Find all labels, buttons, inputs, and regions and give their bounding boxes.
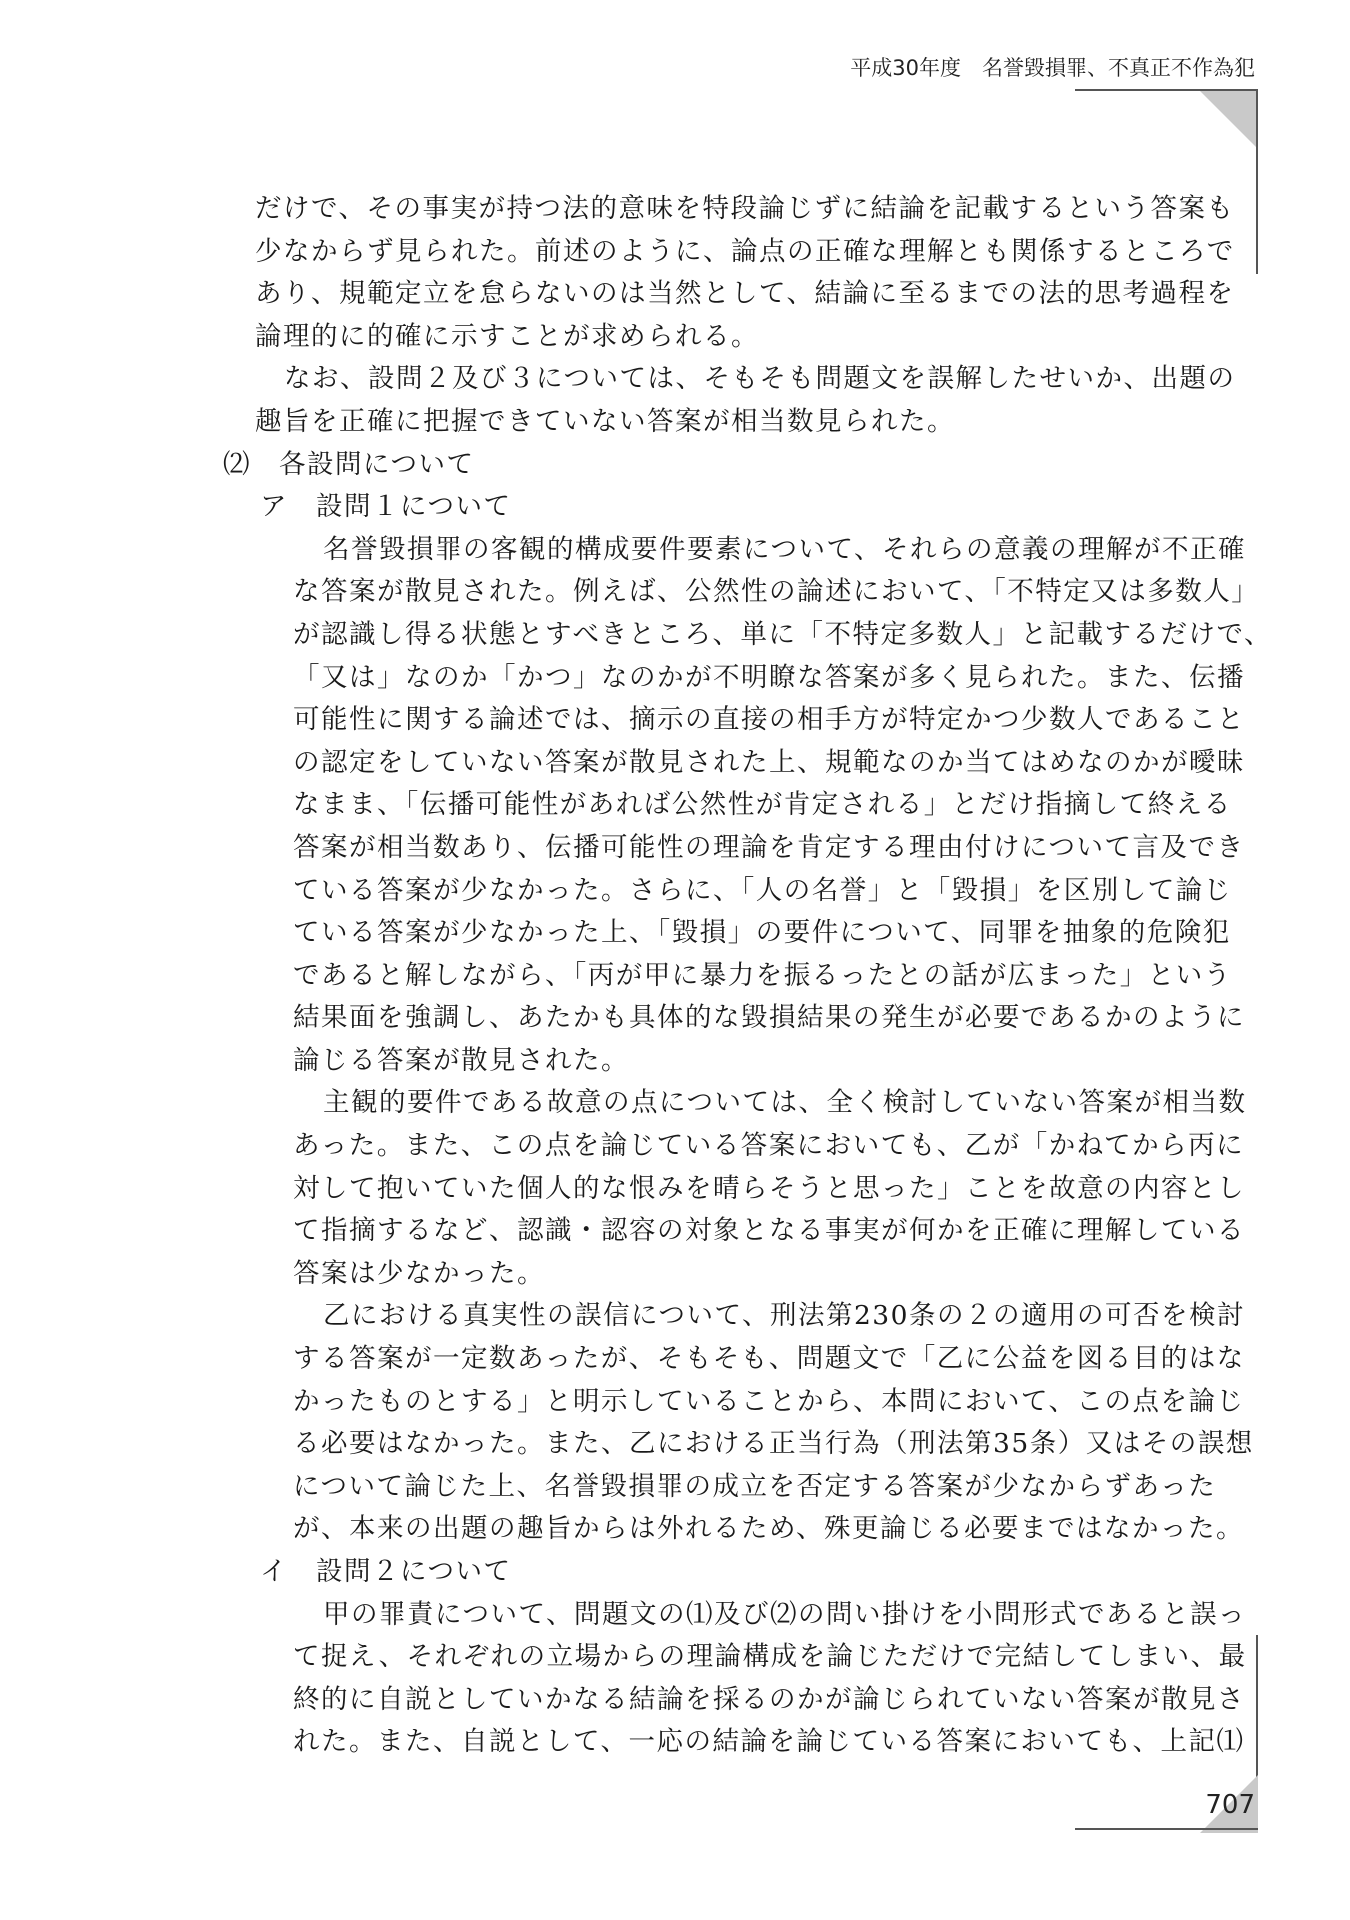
text-line: る必要はなかった。また、乙における正当行為（刑法第35条）又はその誤想 (293, 1428, 1254, 1460)
text-line: だけで、その事実が持つ法的意味を特段論じずに結論を記載するという答案も (255, 193, 1235, 224)
text-line: 趣旨を正確に把握できていない答案が相当数見られた。 (255, 405, 955, 437)
subsection-a-paragraph-1 (255, 529, 1272, 1083)
text-line: れた。また、自説として、一応の結論を論じている答案においても、上記⑴ (293, 1726, 1245, 1758)
text-line: なまま、「伝播可能性があれば公然性が肯定される」とだけ指摘して終える (293, 789, 1232, 821)
intro-paragraph-1 (255, 188, 1235, 358)
text-line: あった。また、この点を論じている答案においても、乙が「かねてから丙に (293, 1130, 1245, 1162)
text-line: 甲の罪責について、問題文の⑴及び⑵の問い掛けを小問形式であると誤っ (323, 1598, 1246, 1630)
text-line: 「又は」なのか「かつ」なのかが不明瞭な答案が多く見られた。また、伝播 (293, 661, 1245, 693)
intro-paragraph-2 (255, 358, 1235, 443)
text-line: て捉え、それぞれの立場からの理論構成を論じただけで完結してしまい、最 (293, 1641, 1247, 1673)
subsection-heading-b: イ 設問２について (260, 1556, 512, 1587)
text-line: な答案が散見された。例えば、公然性の論述において、「不特定又は多数人」 (293, 576, 1260, 608)
subsection-heading-a: ア 設問１について (260, 491, 512, 523)
margin-rule-top (1256, 89, 1258, 274)
text-line: 主観的要件である故意の点については、全く検討していない答案が相当数 (323, 1087, 1247, 1119)
text-line: が、本来の出題の趣旨からは外れるため、殊更論じる必要まではなかった。 (293, 1513, 1244, 1545)
page-corner-top (1200, 91, 1258, 149)
text-line: あり、規範定立を怠らないのは当然として、結論に至るまでの法的思考過程を (255, 278, 1235, 310)
text-line: 乙における真実性の誤信について、刑法第230条の２の適用の可否を検討 (323, 1300, 1246, 1332)
text-line: 可能性に関する論述では、摘示の直接の相手方が特定かつ少数人であること (293, 704, 1245, 736)
text-line: なお、設問２及び３については、そもそも問題文を誤解したせいか、出題の (284, 363, 1236, 395)
text-line: 終的に自説としていかなる結論を採るのかが論じられていない答案が散見さ (293, 1683, 1245, 1715)
text-line: 少なからず見られた。前述のように、論点の正確な理解とも関係するところで (255, 235, 1235, 267)
text-line: 結果面を強調し、あたかも具体的な毀損結果の発生が必要であるかのように (293, 1002, 1245, 1034)
text-line: 論じる答案が散見された。 (293, 1044, 629, 1076)
text-line: 論理的に的確に示すことが求められる。 (255, 320, 759, 352)
running-header: 平成30年度 名誉毀損罪、不真正不作為犯 (850, 56, 1255, 80)
text-line: 答案は少なかった。 (293, 1257, 545, 1289)
text-line: かったものとする」と明示していることから、本問において、この点を論じ (293, 1385, 1245, 1417)
text-line: する答案が一定数あったが、そもそも、問題文で「乙に公益を図る目的はな (293, 1343, 1245, 1375)
text-line: であると解しながら、「丙が甲に暴力を振るったとの話が広まった」という (293, 959, 1232, 991)
page-number: 707 (1205, 1790, 1255, 1820)
subsection-a-paragraph-2 (255, 1082, 1247, 1295)
page-body (223, 188, 1272, 1764)
text-line: について論じた上、名誉毀損罪の成立を否定する答案が少なからずあった (293, 1470, 1217, 1502)
text-line: 答案が相当数あり、伝播可能性の理論を肯定する理由付けについて言及でき (293, 831, 1245, 863)
subsection-a-paragraph-3 (255, 1295, 1254, 1551)
text-line: が認識し得る状態とすべきところ、単に「不特定多数人」と記載するだけで、 (293, 618, 1272, 650)
text-line: 対して抱いていた個人的な恨みを晴らそうと思った」ことを故意の内容とし (293, 1172, 1245, 1204)
subsection-b-paragraph-1 (255, 1594, 1247, 1764)
text-line: て指摘するなど、認識・認容の対象となる事実が何かを正確に理解している (293, 1215, 1245, 1247)
footer-rule (1075, 1828, 1258, 1830)
text-line: の認定をしていない答案が散見された上、規範なのか当てはめなのかが曖昧 (293, 746, 1245, 778)
text-line: ている答案が少なかった上、「毀損」の要件について、同罪を抽象的危険犯 (293, 917, 1231, 949)
section-heading-2: ⑵ 各設問について (223, 448, 475, 480)
text-line: ている答案が少なかった。さらに、「人の名誉」と「毀損」を区別して論じ (293, 874, 1232, 906)
text-line: 名誉毀損罪の客観的構成要件要素について、それらの意義の理解が不正確 (323, 533, 1246, 565)
